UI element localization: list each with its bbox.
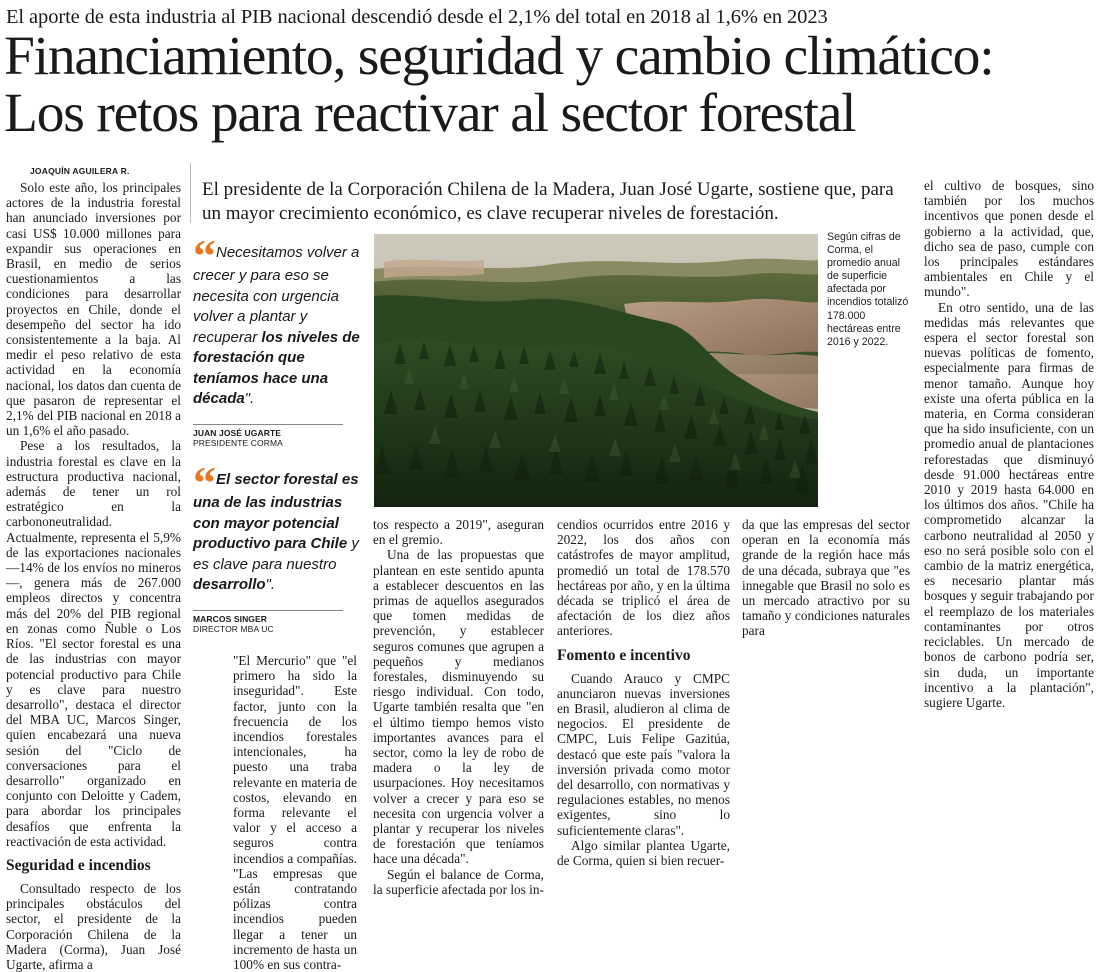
body-paragraph: Algo similar plantea Ugarte, de Corma, quien si bien recuer-	[557, 837, 730, 869]
body-paragraph: Según el balance de Corma, la superficie afectada por los in-	[373, 866, 544, 897]
headline-line-1: Financiamiento, seguridad y cambio climático:	[4, 26, 994, 87]
quote-text-emphasis: desarrollo	[193, 576, 266, 593]
attribution-rule	[193, 610, 343, 611]
subheading-fomento: Fomento e incentivo	[557, 646, 691, 664]
body-paragraph: tos respecto a 2019", aseguran en el gremio.	[373, 517, 544, 548]
photo-caption: Según cifras de Corma, el promedio anual de superficie afectada por incendios totalizó 178.000 hectáreas entre 2016 y 2022.	[827, 231, 909, 348]
quote-text: Necesitamos volver a crecer y para eso se necesita con urgencia volver a plantar y recuperar	[193, 244, 360, 346]
body-paragraph: Consultado respecto de los principales obstáculos del sector, el presidente de la Corporación Chilena de la Madera (Corma), Juan José Ugarte, afirma a	[6, 880, 181, 972]
body-column-1	[6, 180, 182, 972]
byline: JOAQUÍN AGUILERA R.	[30, 166, 130, 176]
body-paragraph: Solo este año, los principales actores de la industria forestal han anunciado inversiones por casi US$ 10.000 millones para expandir sus operaciones en Brasil, en medio de serios cuestionamientos a las condiciones para desarrollar proyectos en Chile, donde el desempeño del sector ha ido consistentemente a la baja. Al medir el peso relativo de esta actividad en la economía nacional, los datos dan cuenta de que pasaron de representar el 2,1% del PIB nacional en 2018 a un 1,6% el año pasado.	[6, 180, 182, 439]
body-column-5	[557, 517, 730, 869]
attribution-name: MARCOS SINGER	[193, 614, 268, 624]
article-deck: El presidente de la Corporación Chilena de la Madera, Juan José Ugarte, sostiene que, para un mayor crecimiento económico, es clave recuperar niveles de forestación.	[202, 179, 894, 224]
column-divider	[190, 163, 191, 223]
attribution-name: JUAN JOSÉ UGARTE	[193, 428, 282, 438]
quote-text-end: ".	[265, 576, 276, 593]
body-paragraph: da que las empresas del sector operan en la economía más grande de la región hace más de una década, subraya que "es innegable que Brasil no solo es un mercado atractivo por su tamaño y condiciones naturales para	[742, 517, 910, 639]
quote-text-end: ".	[244, 390, 255, 407]
article-headline	[4, 28, 993, 142]
headline-line-2: Los retos para reactivar al sector forestal	[4, 83, 856, 144]
body-paragraph: el cultivo de bosques, sino también por los muchos incentivos que ponen desde el gobierno a la actividad, que, dicho sea de paso, cumple con los principales estándares ambientales en Chile y el mundo".	[924, 178, 1094, 300]
quote-text-emphasis: mayor potencial productivo para Chile	[193, 514, 348, 552]
body-paragraph: cendios ocurridos entre 2016 y 2022, los dos años con catástrofes de mayor amplitud, promedió un total de 178.570 hectáreas por año, y en la última década se triplicó el área de afectación de los diez años anteriores.	[557, 517, 730, 639]
quote-attribution-singer	[193, 610, 343, 634]
body-column-6	[742, 517, 910, 639]
body-column-4	[373, 517, 544, 897]
attribution-role: DIRECTOR MBA UC	[193, 624, 274, 634]
quote-mark-icon: “	[193, 230, 212, 281]
body-paragraph: Una de las propuestas que plantean en este sentido apunta a establecer descuentos en las primas de aquellos asegurados que tomen medidas de prevención, y establecer seguros comunes que agrupen a pequeños y medianos forestales, disminuyendo su riesgo individual. Con todo, Ugarte también resalta que "en el último tiempo hemos visto importantes avances para el sector, como la ley de robo de madera o la ley de usurpaciones. Hoy necesitamos volver a crecer y para eso se necesita con urgencia volver a plantar y recuperar los niveles de forestación que teníamos hace una década".	[373, 547, 544, 867]
pull-quote-singer	[193, 457, 361, 596]
quote-mark-icon: “	[193, 457, 212, 508]
subheading-seguridad: Seguridad e incendios	[6, 856, 151, 874]
attribution-role: PRESIDENTE CORMA	[193, 438, 283, 448]
body-paragraph: "El Mercurio" que "el primero ha sido la inseguridad". Este factor, junto con la frecuencia de los incendios forestales intencionales, ha puesto una traba relevante en materia de costos, elevando en forma relevante el valor y el acceso a seguros contra incendios a compañías. "Las empresas que están contratando pólizas contra incendios pueden llegar a tener un incremento de hasta un 100% en sus contra-	[233, 653, 357, 972]
attribution-rule	[193, 424, 343, 425]
body-paragraph: En otro sentido, una de las medidas más relevantes que espera el sector forestal son nuevas políticas de fomento, especialmente para firmas de menor tamaño. Aunque hoy existe una oferta pública en la materia, en Corma consideran que ha sido insuficiente, con un promedio anual de plantaciones reforestadas que disminuyó desde 91.000 hectáreas entre 2010 y 2019 hasta 64.000 en los últimos dos años. "Chile ha comprometido alcanzar la carbono neutralidad al 2050 y eso no será posible solo con el cambio de la matriz energética, es necesario plantar más bosques y seguir trabajando por el reemplazo de los materiales contaminantes por otros reciclables. Un mercado de bonos de carbono podría ser, sin duda, un importante incentivo a la plantación", sugiere Ugarte.	[924, 299, 1094, 710]
quote-text-emphasis: los niveles de forestación que teníamos hace una década	[193, 328, 360, 407]
body-paragraph: Cuando Arauco y CMPC anunciaron nuevas inversiones en Brasil, aludieron al clima de negocios. El presidente de CMPC, Luis Felipe Gazitúa, destacó que este país "valora la inversión privada como motor del desarrollo, con normativas y regulaciones estables, no menos exigentes, sino lo suficientemente claras".	[557, 670, 730, 838]
quote-attribution-ugarte	[193, 424, 343, 448]
body-paragraph: Pese a los resultados, la industria forestal es clave en la estructura productiva nacional, además de tener un rol estratégico en la carbononeutralidad. Actualmente, representa el 5,9% de las exportaciones nacionales —14% de los envíos no mineros—, genera más de 267.000 empleos directos y concentra más del 20% del PIB regional en zonas como Ñuble o Los Ríos. "El sector forestal es una de las industrias con mayor potencial productivo para Chile y es clave para nuestro desarrollo", destaca el director del MBA UC, Marcos Singer, quien encabezará una nueva sesión del "Ciclo de conversaciones para el desarrollo" organizado en conjunto con Deloitte y Cadem, para abordar los principales desafíos que enfrenta la reactivación de esta actividad.	[6, 438, 181, 849]
pull-quote-ugarte	[193, 230, 361, 410]
quote-text-emphasis: El sector forestal es una de las industrias con	[193, 471, 359, 532]
quote-text: y es clave para nuestro	[193, 535, 359, 573]
body-column-3	[233, 653, 357, 972]
body-column-7	[924, 178, 1094, 710]
forest-photo	[374, 234, 818, 507]
article-kicker: El aporte de esta industria al PIB nacional descendió desde el 2,1% del total en 2018 al 1,6% en 2023	[6, 6, 828, 28]
